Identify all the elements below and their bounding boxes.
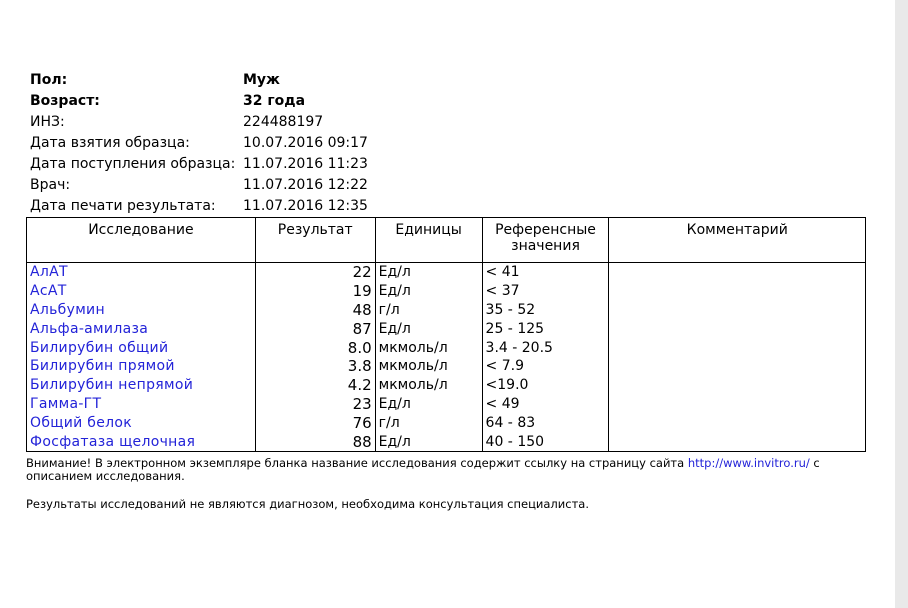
comment-value (609, 357, 866, 376)
sex-label: Пол: (30, 72, 68, 88)
comment-value (609, 263, 866, 282)
table-row (27, 263, 866, 282)
table-header-row (27, 218, 866, 263)
test-name-link[interactable]: Билирубин общий (27, 338, 256, 357)
reference-value: < 41 (482, 263, 609, 282)
units-value: Ед/л (375, 263, 482, 282)
units-value: г/л (375, 301, 482, 320)
table-row (27, 357, 866, 376)
sex-row (30, 70, 368, 91)
reference-value: < 49 (482, 395, 609, 414)
result-value: 48 (255, 301, 375, 320)
reference-value: 35 - 52 (482, 301, 609, 320)
header-reference: Референсные значения (482, 218, 609, 263)
vertical-scrollbar[interactable] (895, 0, 908, 608)
inz-label: ИНЗ: (30, 114, 65, 130)
units-value: мкмоль/л (375, 357, 482, 376)
age-row (30, 91, 368, 112)
test-name-link[interactable]: Альбумин (27, 301, 256, 320)
print-date-row (30, 196, 368, 217)
reference-value: < 37 (482, 282, 609, 301)
table-row (27, 376, 866, 395)
header-comment: Комментарий (609, 218, 866, 263)
table-row (27, 413, 866, 432)
sample-taken-value: 10.07.2016 09:17 (243, 135, 368, 151)
result-value: 88 (255, 432, 375, 451)
result-value: 23 (255, 395, 375, 414)
print-date-label: Дата печати результата: (30, 198, 216, 214)
result-value: 22 (255, 263, 375, 282)
result-value: 8.0 (255, 338, 375, 357)
result-value: 19 (255, 282, 375, 301)
warning-suffix: с описанием исследования. (26, 456, 820, 483)
comment-value (609, 413, 866, 432)
inz-value: 224488197 (243, 114, 324, 130)
sample-taken-row (30, 133, 368, 154)
test-name-link[interactable]: Альфа-амилаза (27, 319, 256, 338)
header-units: Единицы (375, 218, 482, 263)
table-row (27, 282, 866, 301)
table-row (27, 319, 866, 338)
age-label: Возраст: (30, 93, 100, 109)
comment-value (609, 282, 866, 301)
units-value: Ед/л (375, 432, 482, 451)
results-body (27, 263, 866, 452)
doctor-row (30, 175, 368, 196)
units-value: г/л (375, 413, 482, 432)
test-name-link[interactable]: Гамма-ГТ (27, 395, 256, 414)
reference-value: 64 - 83 (482, 413, 609, 432)
sample-taken-label: Дата взятия образца: (30, 135, 190, 151)
header-test: Исследование (27, 218, 256, 263)
age-value: 32 года (243, 93, 306, 109)
warning-note (26, 457, 846, 483)
sample-received-row (30, 154, 368, 175)
comment-value (609, 301, 866, 320)
reference-value: 25 - 125 (482, 319, 609, 338)
reference-value: <19.0 (482, 376, 609, 395)
test-name-link[interactable]: АсАТ (27, 282, 256, 301)
invitro-link[interactable]: http://www.invitro.ru/ (687, 456, 810, 470)
inz-row (30, 112, 368, 133)
test-name-link[interactable]: Билирубин прямой (27, 357, 256, 376)
table-row (27, 301, 866, 320)
comment-value (609, 432, 866, 451)
results-table (26, 217, 866, 452)
reference-value: 40 - 150 (482, 432, 609, 451)
units-value: Ед/л (375, 282, 482, 301)
result-value: 4.2 (255, 376, 375, 395)
comment-value (609, 376, 866, 395)
header-result: Результат (255, 218, 375, 263)
result-value: 76 (255, 413, 375, 432)
result-value: 3.8 (255, 357, 375, 376)
table-row (27, 432, 866, 451)
units-value: Ед/л (375, 319, 482, 338)
notes (26, 457, 846, 526)
test-name-link[interactable]: Билирубин непрямой (27, 376, 256, 395)
comment-value (609, 338, 866, 357)
comment-value (609, 319, 866, 338)
units-value: мкмоль/л (375, 338, 482, 357)
sample-received-label: Дата поступления образца: (30, 156, 236, 172)
patient-info (30, 70, 368, 217)
units-value: Ед/л (375, 395, 482, 414)
test-name-link[interactable]: АлАТ (27, 263, 256, 282)
result-value: 87 (255, 319, 375, 338)
table-row (27, 338, 866, 357)
doctor-value: 11.07.2016 12:22 (243, 177, 368, 193)
test-name-link[interactable]: Фосфатаза щелочная (27, 432, 256, 451)
print-date-value: 11.07.2016 12:35 (243, 198, 368, 214)
test-name-link[interactable]: Общий белок (27, 413, 256, 432)
warning-prefix: Внимание! В электронном экземпляре бланка название исследования содержит ссылку на страницу сайта (26, 456, 685, 470)
table-row (27, 395, 866, 414)
disclaimer-note: Результаты исследований не являются диагнозом, необходима консультация специалиста. (26, 497, 589, 511)
doctor-label: Врач: (30, 177, 71, 193)
reference-value: < 7.9 (482, 357, 609, 376)
sex-value: Муж (243, 72, 280, 88)
comment-value (609, 395, 866, 414)
units-value: мкмоль/л (375, 376, 482, 395)
sample-received-value: 11.07.2016 11:23 (243, 156, 368, 172)
reference-value: 3.4 - 20.5 (482, 338, 609, 357)
